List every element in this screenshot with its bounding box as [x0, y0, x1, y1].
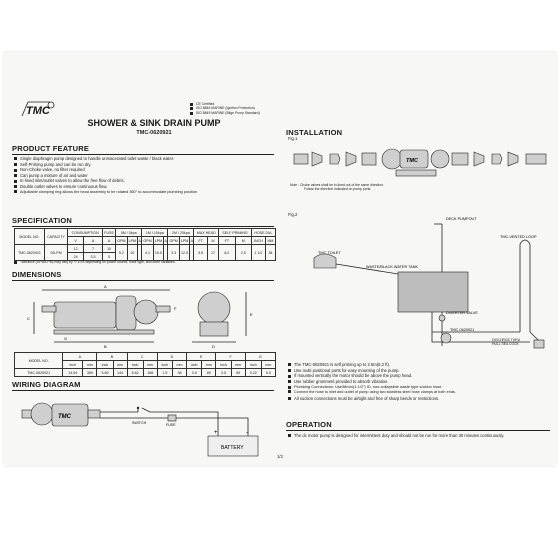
feature-list — [14, 156, 276, 195]
tolerance-note: Tolerance (GPM/LPM) may vary by +/-10% depending on power source, hose type, and other variables. — [14, 260, 276, 264]
fuse-label: FUSE — [166, 423, 176, 427]
table-row: TMC-0620921 20LPM 12 7 10 5.2 20 4.1 15.5 3.3 12.5 5.5 17 8.2 2.5 1 1/2 38 — [15, 245, 276, 253]
battery-plus: + — [214, 430, 218, 436]
feature-item: Single diaphragm pump designed to handle unmacerated toilet waste / black water. — [14, 156, 276, 162]
table-row: MODEL NO. CAPACITY CONSUMPTION FUSE 0M / 0kpa 1M / 10kpa 2M / 20kpa MAX HEAD SELF PRIMING HOSE DIA. — [15, 229, 276, 237]
product-feature-heading: PRODUCT FEATURE — [12, 144, 90, 153]
switch-icon — [137, 407, 139, 409]
dim-label: E — [250, 312, 253, 317]
pump-side-view — [34, 290, 170, 342]
bullet-icon — [14, 261, 17, 264]
fitting-parts — [294, 149, 546, 176]
wiring-diagram — [18, 392, 278, 462]
bullet-icon — [288, 390, 291, 393]
feature-item: Double outlet valves to ensure continuous flow. — [14, 184, 276, 190]
dim-label: B — [104, 344, 107, 349]
dim-label: D — [212, 344, 215, 349]
toilet-icon — [314, 254, 336, 268]
certification-item: ISO 8846 MARINE (Ignition Protection) — [190, 106, 290, 110]
table-row: MODEL NO. A B C D E F G — [15, 353, 276, 361]
manual-page — [4, 52, 556, 466]
dimension-drawing — [24, 282, 264, 350]
bullet-icon — [190, 107, 193, 110]
installation-heading: INSTALLATION — [286, 128, 343, 137]
certification-item: ISO 8849 MARINE (Bilge Pump Standard) — [190, 111, 290, 115]
logo-text: TMC — [26, 105, 50, 117]
divider — [12, 226, 274, 227]
specification-heading: SPECIFICATION — [12, 216, 72, 225]
dim-label: G — [64, 336, 68, 341]
label-diverter: DIVERTER VALVE — [446, 311, 478, 315]
diverter-valve-icon — [439, 315, 445, 321]
bullet-icon — [14, 190, 17, 193]
bullet-icon — [288, 397, 291, 400]
bullet-icon — [14, 185, 17, 188]
fig2-label: Fig.2 — [288, 212, 298, 217]
list-item: If mounted vertically the motor should be above the pump head. — [288, 373, 550, 379]
label-tank: WASTE/BLACK WATER TANK — [366, 265, 419, 269]
list-item: All suction connections must be airtight and free of sharp bends or restrictions. — [288, 396, 550, 402]
battery-label: BATTERY — [221, 445, 244, 451]
feature-item: In-lined inlet/outlet valves to allow the free flow of debris. — [14, 178, 276, 184]
brand-logo — [20, 100, 58, 118]
table-row: TMC-0620921 14.54 369 5.69 144 6.62 168 1.5 38 3.5 89 3.5 89 0.22 5.5 — [15, 369, 276, 377]
bullet-icon — [14, 180, 17, 183]
label-vented-loop: TMC-VENTED LOOP — [500, 235, 537, 239]
feature-item: Adjustable clamping ring allows the head assembly to be rotated 360° to accommodate plumbing position — [14, 190, 276, 196]
operation-heading: OPERATION — [286, 420, 332, 429]
operation-text: The dc motor pump is designed for intermittent duty and should not be run for more than 30 minutes continuously. — [288, 433, 550, 439]
bullet-icon — [288, 369, 291, 372]
feature-item: Can pump a mixture of air and water — [14, 173, 276, 179]
pump-icon — [441, 333, 451, 343]
feature-item: Non-Choke valve, no filter required — [14, 167, 276, 173]
battery-minus: - — [246, 430, 248, 436]
model-number: TMC-0620921 — [136, 130, 172, 136]
bullet-icon — [288, 375, 291, 378]
bullet-icon — [14, 157, 17, 160]
dimensions-table — [14, 352, 276, 377]
logo-text: TMC — [406, 158, 418, 164]
fuse-icon — [168, 415, 176, 421]
specification-table — [14, 228, 276, 261]
table-row: V A A GPM LPM A GPM LPM A GPM LPM A FT M FT M INCH MM — [15, 237, 276, 245]
page-title: SHOWER & SINK DRAIN PUMP — [87, 118, 221, 128]
waste-tank-icon — [398, 272, 468, 312]
dim-label: C — [27, 316, 30, 321]
list-item: Connect the hose to inlet and outlet of pump using two stainless steel hose clamps at both ends. — [288, 390, 550, 396]
label-pump: TMC-0620921 — [450, 328, 475, 332]
dim-label: A — [104, 284, 107, 289]
certification-item: CE Certified — [190, 102, 290, 106]
sea-cock-icon — [534, 340, 544, 348]
certification-list — [190, 102, 290, 115]
divider — [12, 154, 274, 155]
bullet-icon — [14, 163, 17, 166]
bullet-icon — [288, 363, 291, 366]
divider — [12, 280, 274, 281]
fig1-drawing — [294, 144, 552, 178]
list-item: Plumbing Connections: Use38mm(1-1/2") ID, non-collapsible waste type suction hose. — [288, 384, 550, 390]
bullet-icon — [288, 434, 291, 437]
label-toilet: TMC-TOILET — [318, 251, 341, 255]
list-item: Use rubber grommets provided to absorb vibration. — [288, 379, 550, 385]
feature-item: Self-Priming pump and can be run dry. — [14, 162, 276, 168]
label-discharge: DISCHRGE THRU HULL SEA COCK — [492, 338, 521, 347]
list-item: Use multi positional ports for easy mounting of the pump. — [288, 368, 550, 374]
choke-valve-note: Note : Choke valves shall be in-lined out of the same direction. Follow the direction indicated on pump ports. — [290, 183, 384, 192]
pump-drawing — [22, 403, 100, 426]
logo-text: TMC — [58, 414, 71, 420]
label-deck-pumpout: DECK PUMPOUT — [446, 217, 477, 221]
pump-front-view — [192, 292, 246, 342]
bullet-icon — [288, 380, 291, 383]
table-row: inch mm inch mm inch mm inch mm inch mm inch mm inch mm — [15, 361, 276, 369]
fig2-plumbing-diagram — [294, 214, 552, 354]
bullet-icon — [14, 169, 17, 172]
page-number: 1/2 — [277, 454, 283, 459]
switch-label: SWITCH — [132, 421, 147, 425]
dim-label: F — [174, 306, 177, 311]
divider — [12, 390, 274, 391]
table-row: 24 3.5 5 — [15, 253, 276, 261]
divider — [286, 430, 550, 431]
fig1-label: Fig.1 — [288, 136, 298, 141]
installation-bullets — [288, 362, 550, 401]
list-item: The TMC-0620921 is self priming up to 2.5m(8.2 ft). — [288, 362, 550, 368]
bullet-icon — [190, 103, 193, 106]
dimensions-heading: DIMENSIONS — [12, 270, 62, 279]
bullet-icon — [288, 386, 291, 389]
bullet-icon — [190, 112, 193, 115]
wiring-heading: WIRING DIAGRAM — [12, 380, 81, 389]
bullet-icon — [14, 174, 17, 177]
